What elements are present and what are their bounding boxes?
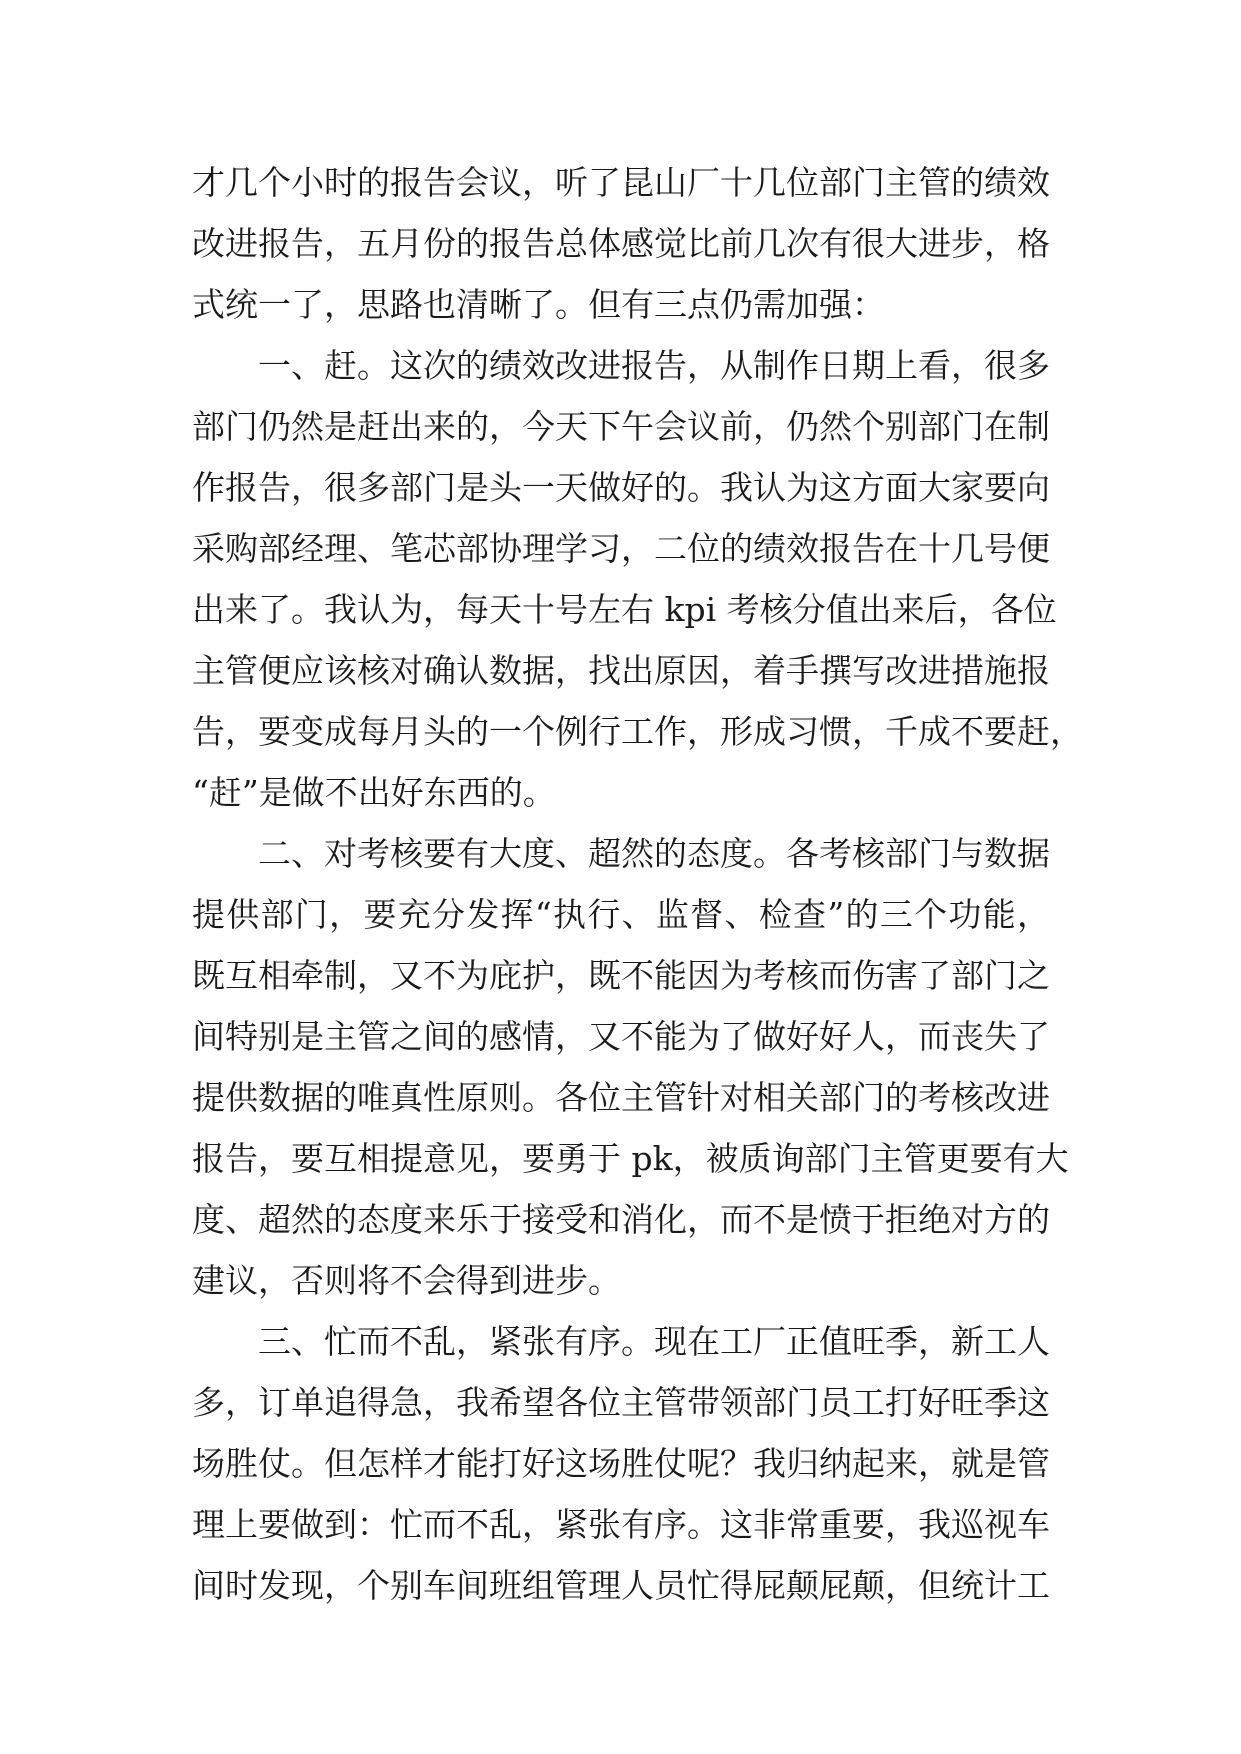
text-line: 改进报告，五月份的报告总体感觉比前几次有很大进步，格 [192,224,1050,263]
text-line: 提供部门，要充分发挥“执行、监督、检查”的三个功能， [192,895,1050,934]
text-line: 理上要做到：忙而不乱，紧张有序。这非常重要，我巡视车 [192,1505,1050,1544]
text-line: 间时发现，个别车间班组管理人员忙得屁颠屁颠，但统计工 [192,1566,1050,1605]
text-line: 既互相牵制，又不为庇护，既不能因为考核而伤害了部门之 [192,956,1050,995]
text-line: 式统一了，思路也清晰了。但有三点仍需加强： [192,285,885,324]
text-line: “赶”是做不出好东西的。 [192,773,556,812]
text-line: 部门仍然是赶出来的，今天下午会议前，仍然个别部门在制 [192,407,1050,446]
text-line: 告，要变成每月头的一个例行工作，形成习惯，千成不要赶， [192,712,1083,751]
text-line: 采购部经理、笔芯部协理学习，二位的绩效报告在十几号便 [192,529,1050,568]
text-line: 度、超然的态度来乐于接受和消化，而不是愤于拒绝对方的 [192,1200,1050,1239]
text-line: 作报告，很多部门是头一天做好的。我认为这方面大家要向 [192,468,1050,507]
text-line: 才几个小时的报告会议，听了昆山厂十几位部门主管的绩效 [192,163,1050,202]
text-line: 场胜仗。但怎样才能打好这场胜仗呢？我归纳起来，就是管 [192,1444,1050,1483]
paragraph-heading-line: 三、忙而不乱，紧张有序。现在工厂正值旺季，新工人 [258,1322,1050,1361]
text-line: 多，订单追得急，我希望各位主管带领部门员工打好旺季这 [192,1383,1050,1422]
text-line: 报告，要互相提意见，要勇于 pk，被质询部门主管更要有大 [192,1139,1069,1178]
paragraph-heading-line: 一、赶。这次的绩效改进报告，从制作日期上看，很多 [258,346,1050,385]
text-line: 建议，否则将不会得到进步。 [192,1261,621,1300]
text-line: 出来了。我认为，每天十号左右 kpi 考核分值出来后，各位 [192,590,1057,629]
paragraph-heading-line: 二、对考核要有大度、超然的态度。各考核部门与数据 [258,834,1050,873]
text-line: 间特别是主管之间的感情，又不能为了做好好人，而丧失了 [192,1017,1050,1056]
body-text [192,152,1083,1616]
text-line: 提供数据的唯真性原则。各位主管针对相关部门的考核改进 [192,1078,1050,1117]
text-line: 主管便应该核对确认数据，找出原因，着手撰写改进措施报 [192,651,1050,690]
